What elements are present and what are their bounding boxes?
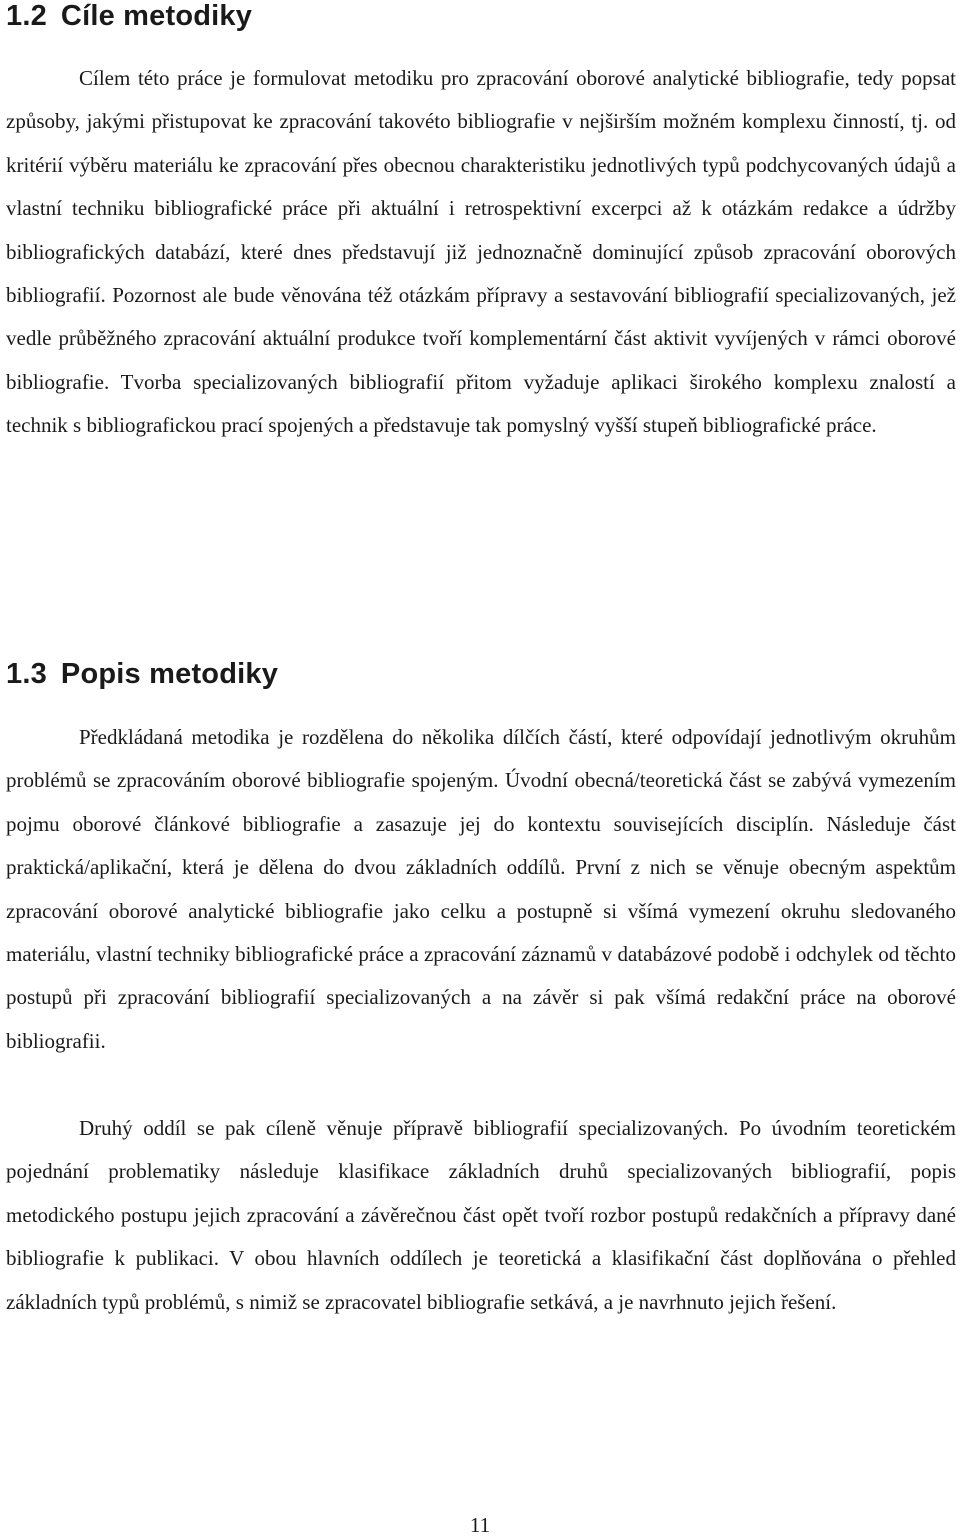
section-title: Popis metodiky <box>60 658 279 690</box>
section-number: 1.2 <box>6 0 47 32</box>
page-number: 11 <box>469 1513 491 1537</box>
section-heading-popis-metodiky <box>6 656 278 692</box>
body-paragraph: Předkládaná metodika je rozdělena do několika dílčích částí, které odpovídají jednotlivým okruhům problémů se zpracováním oborové bibliografie spojeným. Úvodní obecná/teoretická část se zabývá vymezením pojmu oborové článkové bibliografie a zasazuje jej do kontextu souvisejících disciplín. Následuje část praktická/aplikační, která je dělena do dvou základních oddílů. První z nich se věnuje obecným aspektům zpracování oborové analytické bibliografie jako celku a postupně si všímá vymezení okruhu sledovaného materiálu, vlastní techniky bibliografické práce a zpracování záznamů v databázové podobě i odchylek od těchto postupů při zpracování bibliografií specializovaných a na závěr si pak všímá redakční práce na oborové bibliografii. <box>6 725 956 1053</box>
body-paragraph: Druhý oddíl se pak cíleně věnuje přípravě bibliografií specializovaných. Po úvodním teoretickém pojednání problematiky následuje klasifikace základních druhů specializovaných bibliografií, popis metodického postupu jejich zpracování a závěrečnou část opět tvoří rozbor postupů redakčních a přípravy dané bibliografie k publikaci. V obou hlavních oddílech je teoretická a klasifikační část doplňována o přehled základních typů problémů, s nimiž se zpracovatel bibliografie setkává, a je navrhnuto jejich řešení. <box>6 1116 956 1314</box>
body-paragraph: Cílem této práce je formulovat metodiku pro zpracování oborové analytické bibliografie, tedy popsat způsoby, jakými přistupovat ke zpracování takovéto bibliografie v nejširším možném komplexu činností, tj. od kritérií výběru materiálu ke zpracování přes obecnou charakteristiku jednotlivých typů podchycovaných údajů a vlastní techniku bibliografické práce při aktuální i retrospektivní excerpci až k otázkám redakce a údržby bibliografických databází, které dnes představují již jednoznačně dominující způsob zpracování oborových bibliografií. Pozornost ale bude věnována též otázkám přípravy a sestavování bibliografií specializovaných, jež vedle průběžného zpracování aktuální produkce tvoří komplementární část aktivit vyvíjených v rámci oborové bibliografie. Tvorba specializovaných bibliografií přitom vyžaduje aplikaci širokého komplexu znalostí a technik s bibliografickou prací spojených a představuje tak pomyslný vyšší stupeň bibliografické práce. <box>6 66 956 438</box>
section-number: 1.3 <box>6 658 47 690</box>
section-title: Cíle metodiky <box>60 0 253 32</box>
section-heading-cile-metodiky <box>6 0 252 34</box>
